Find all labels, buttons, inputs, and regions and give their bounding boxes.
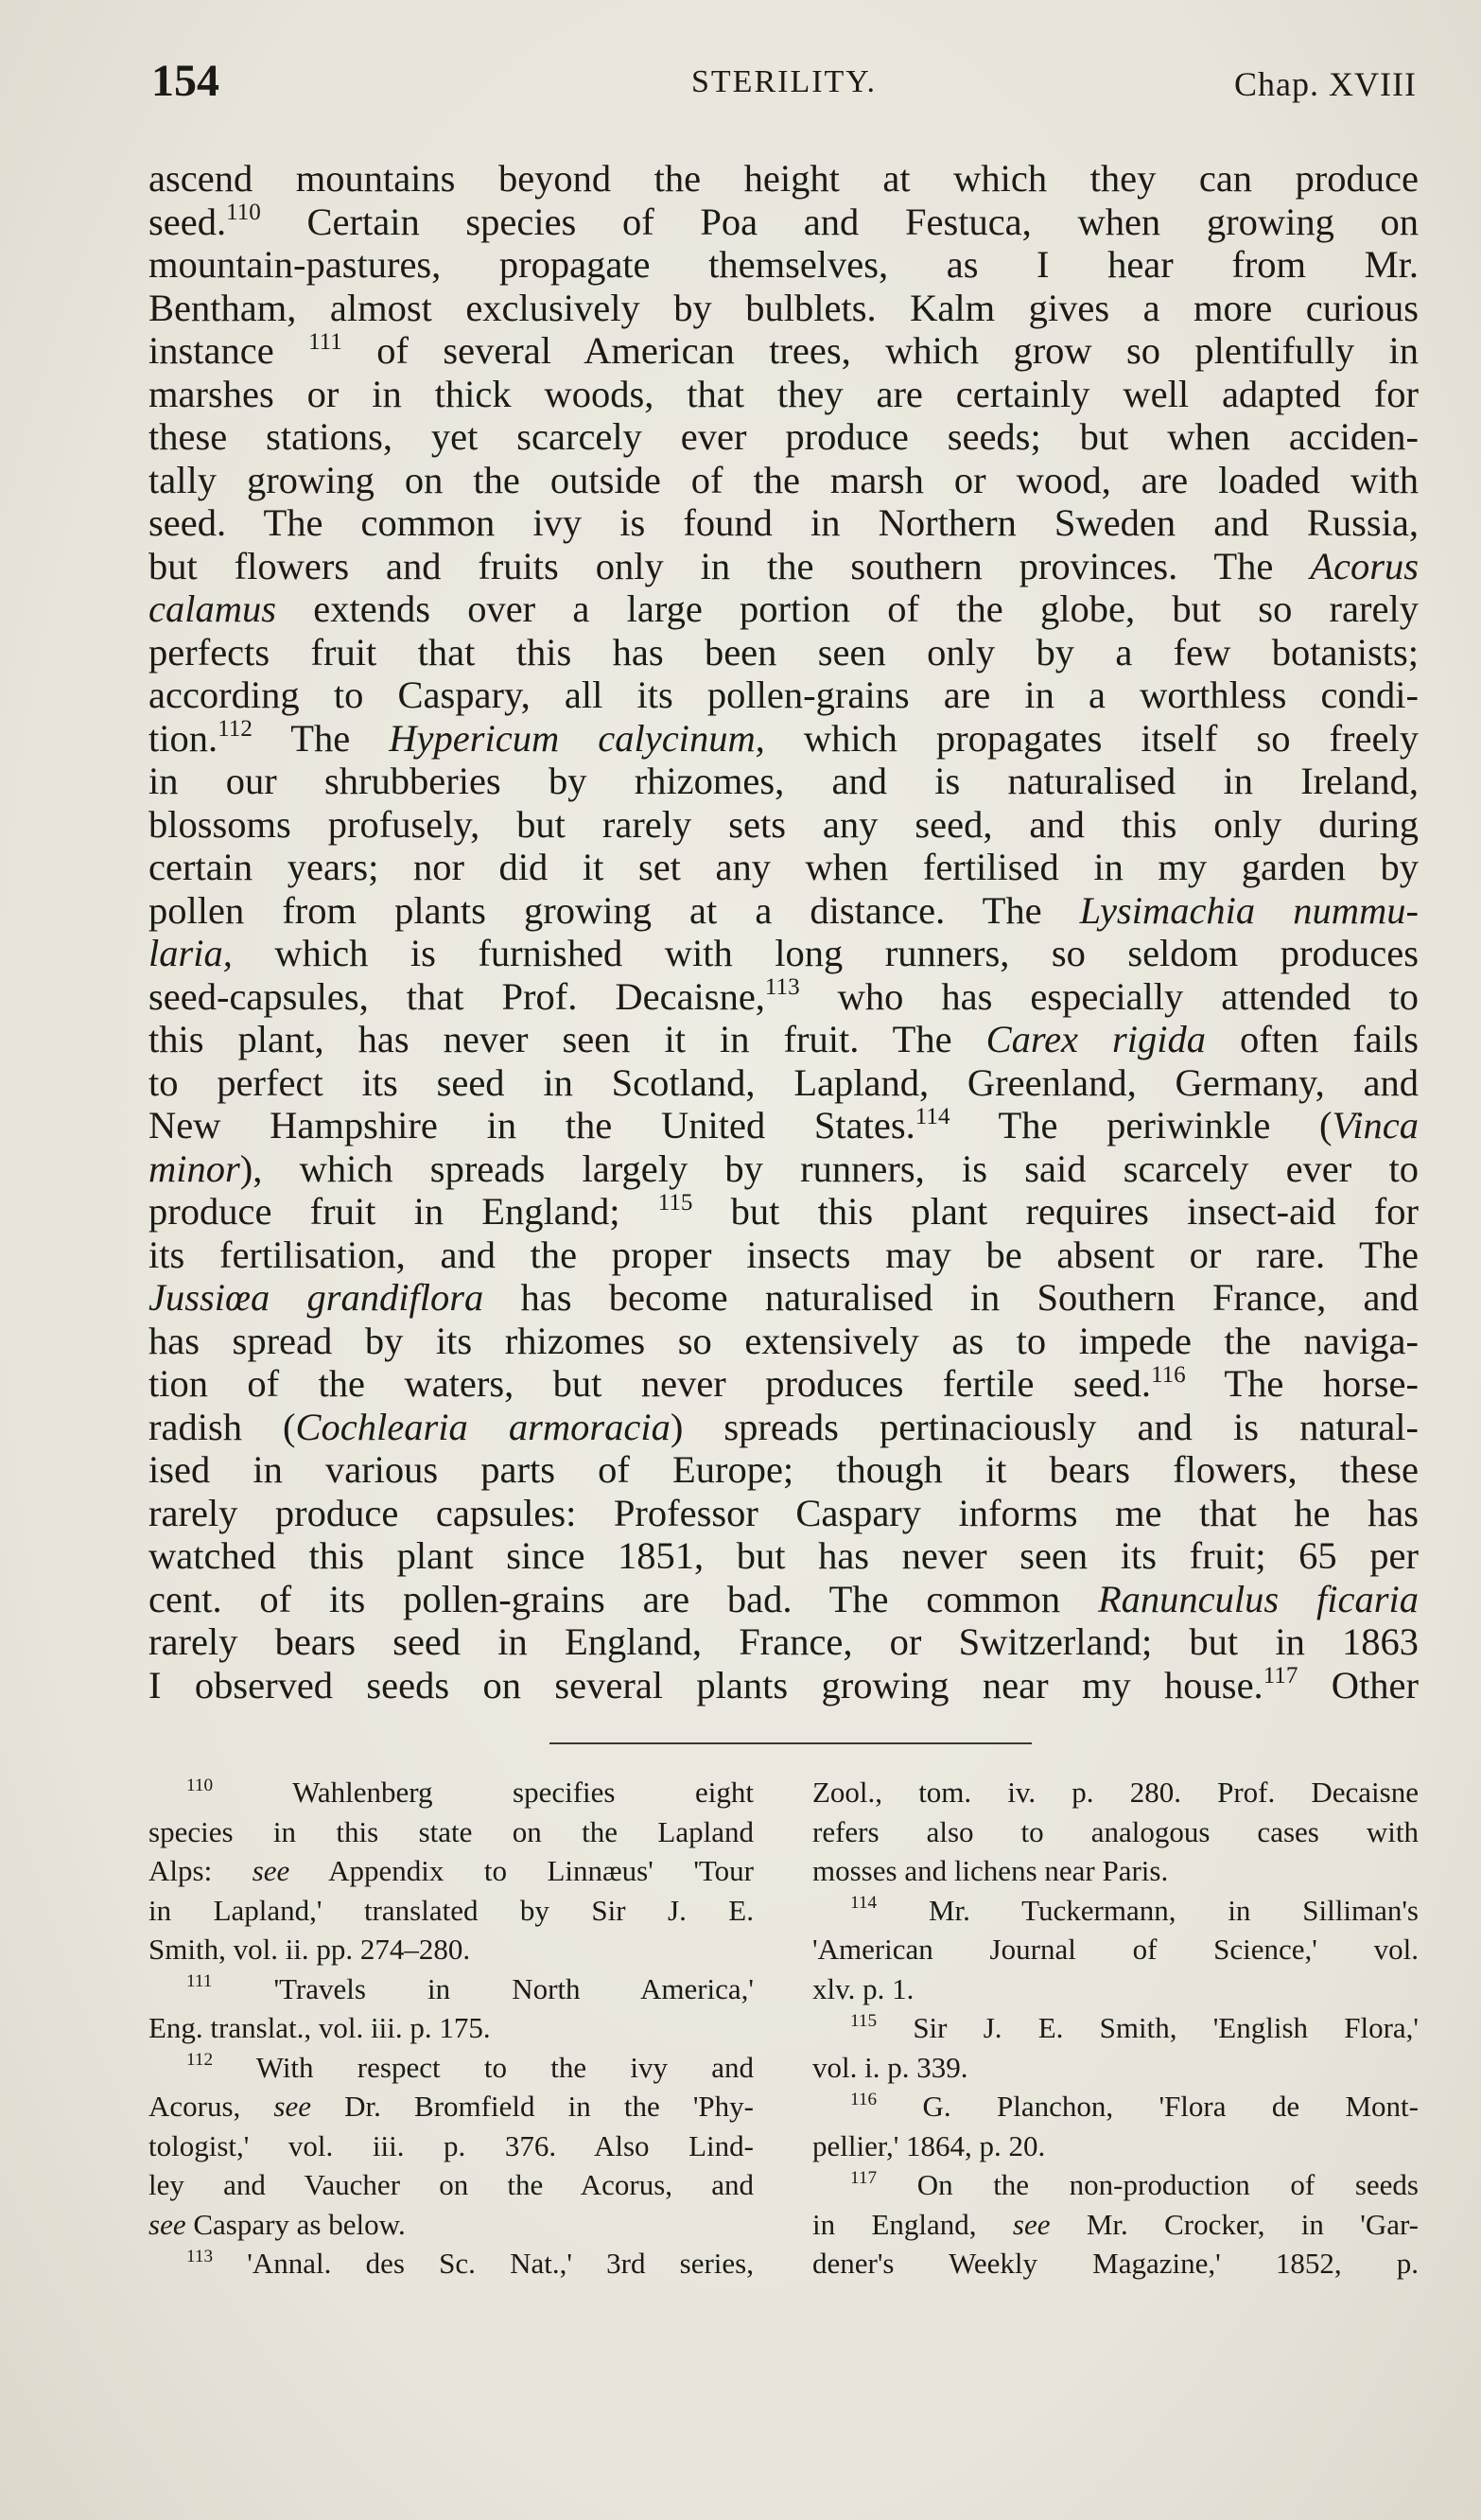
footnotes-right-column <box>812 1773 1419 2284</box>
footnote-ref: 114 <box>915 1103 950 1129</box>
text-line: perfects fruit that this has been seen only by a few botanists; <box>148 630 1419 674</box>
footnote-line: $^{111}$ 'Travels in North America,' <box>186 1971 754 2005</box>
text-line: instance $^{111}$ of several American trees, which grow so plentifully in <box>148 328 1419 372</box>
footnote-line: Smith, vol. ii. pp. 274–280. <box>148 1933 471 1966</box>
footnote-line: tologist,' vol. iii. p. 376. Also Lind- <box>148 2128 754 2162</box>
text-line: radish (Cochlearia armoracia) spreads pertinaciously and is natural- <box>148 1405 1420 1448</box>
text-line: in our shrubberies by rhizomes, and is naturalised in Ireland, <box>148 760 1419 802</box>
footnote-line: in England, see Mr. Crocker, in 'Gar- <box>812 2207 1420 2241</box>
text-line: seed. The common ivy is found in Northern Sweden and Russia, <box>148 501 1419 544</box>
text-line: ised in various parts of Europe; though it bears flowers, these <box>148 1448 1419 1491</box>
text-line: watched this plant since 1851, but has never seen its fruit; 65 per <box>148 1534 1419 1577</box>
running-title: STERILITY. <box>691 64 877 99</box>
text-line: marshes or in thick woods, that they are certainly well adapted for <box>148 372 1419 415</box>
footnote-line: $^{115}$ Sir J. E. Smith, 'English Flora,' <box>850 2010 1419 2044</box>
footnote-ref: 115 <box>657 1189 693 1216</box>
page-number: 154 <box>151 56 219 106</box>
text-line: pollen from plants growing at a distance. The Lysimachia nummu- <box>148 888 1419 932</box>
text-line: laria, which is furnished with long runners, so seldom produces <box>148 932 1419 974</box>
text-line: New Hampshire in the United States.$^{114}$ The periwinkle (Vinca <box>148 1103 1419 1146</box>
footnote-line: 'American Journal of Science,' vol. <box>812 1933 1419 1966</box>
text-line: certain years; nor did it set any when fertilised in my garden by <box>148 846 1419 888</box>
footnote-line: Zool., tom. iv. p. 280. Prof. Decaisne <box>812 1776 1419 1809</box>
text-line: cent. of its pollen-grains are bad. The common Ranunculus ficaria <box>148 1577 1419 1620</box>
footnote-ref: 113 <box>764 974 800 1000</box>
text-line: produce fruit in England; $^{115}$ but this plant requires insect-aid for <box>148 1189 1419 1233</box>
footnote-line: $^{110}$ Wahlenberg specifies eight <box>186 1775 754 1809</box>
footnote-line: mosses and lichens near Paris. <box>812 1854 1169 1887</box>
text-line: Jussiœa grandiflora has become naturalised in Southern France, and <box>148 1276 1419 1319</box>
text-line: mountain-pastures, propagate themselves, as I hear from Mr. <box>148 243 1419 286</box>
text-line: tally growing on the outside of the marsh or wood, are loaded with <box>148 458 1419 501</box>
footnote-line: $^{117}$ On the non-production of seeds <box>850 2167 1419 2201</box>
chapter-label: Chap. XVIII <box>1234 65 1417 103</box>
footnote-divider <box>549 1742 1032 1744</box>
footnote-line: vol. i. p. 339. <box>812 2050 968 2084</box>
footnote-ref: 116 <box>1150 1361 1186 1388</box>
running-header <box>151 55 1417 112</box>
text-line: these stations, yet scarcely ever produce seeds; but when acciden- <box>148 415 1419 458</box>
footnote-line: in Lapland,' translated by Sir J. E. <box>148 1893 754 1927</box>
footnote-line: pellier,' 1864, p. 20. <box>812 2128 1046 2162</box>
text-line: ascend mountains beyond the height at which they can produce <box>148 157 1419 200</box>
footnote-line: refers also to analogous cases with <box>812 1814 1419 1848</box>
footnote-line: see Caspary as below. <box>148 2207 406 2241</box>
text-line: tion.$^{112}$ The Hypericum calycinum, which propagates itself so freely <box>148 716 1419 760</box>
text-line: I observed seeds on several plants growing near my house.$^{117}$ Other <box>148 1663 1420 1706</box>
footnote-ref: 117 <box>1263 1663 1298 1689</box>
text-line: this plant, has never seen it in fruit. The Carex rigida often fails <box>148 1018 1419 1060</box>
text-line: Bentham, almost exclusively by bulblets. Kalm gives a more curious <box>148 286 1419 329</box>
footnote-ref: 110 <box>226 200 261 225</box>
footnote-line: $^{112}$ With respect to the ivy and <box>186 2050 754 2084</box>
body-text <box>148 157 1419 1706</box>
footnote-ref: 112 <box>218 716 253 742</box>
text-line: but flowers and fruits only in the southern provinces. The Acorus <box>148 544 1419 587</box>
text-line: tion of the waters, but never produces fertile seed.$^{116}$ The horse- <box>148 1361 1419 1405</box>
footnote-line: xlv. p. 1. <box>812 1971 915 2005</box>
footnote-line: Alps: see Appendix to Linnæus' 'Tour <box>148 1854 754 1887</box>
text-line: minor), which spreads largely by runners, is said scarcely ever to <box>148 1146 1419 1190</box>
text-line: seed.$^{110}$ Certain species of Poa and Festuca, when growing on <box>148 200 1419 243</box>
footnote-line: ley and Vaucher on the Acorus, and <box>148 2168 754 2201</box>
footnote-line: dener's Weekly Magazine,' 1852, p. <box>812 2247 1419 2280</box>
footnotes <box>148 1773 1419 2378</box>
text-line: according to Caspary, all its pollen-grains are in a worthless condi- <box>148 674 1419 716</box>
text-line: its fertilisation, and the proper insects may be absent or rare. The <box>148 1233 1419 1276</box>
footnote-line: Eng. translat., vol. iii. p. 175. <box>148 2011 491 2044</box>
footnote-line: $^{114}$ Mr. Tuckermann, in Silliman's <box>850 1893 1419 1927</box>
text-line: calamus extends over a large portion of the globe, but so rarely <box>148 587 1419 630</box>
footnote-line: $^{113}$ 'Annal. des Sc. Nat.,' 3rd series, <box>186 2246 754 2280</box>
footnotes-left-column <box>148 1773 754 2284</box>
text-line: to perfect its seed in Scotland, Lapland, Greenland, Germany, and <box>148 1060 1419 1104</box>
text-line: rarely bears seed in England, France, or Switzerland; but in 1863 <box>148 1620 1419 1663</box>
footnote-ref: 111 <box>308 328 342 355</box>
footnote-line: species in this state on the Lapland <box>148 1814 754 1848</box>
text-line: has spread by its rhizomes so extensively as to impede the naviga- <box>148 1319 1419 1362</box>
text-line: rarely produce capsules: Professor Caspary informs me that he has <box>148 1491 1419 1534</box>
footnote-line: Acorus, see Dr. Bromfield in the 'Phy- <box>148 2090 754 2123</box>
text-line: seed-capsules, that Prof. Decaisne,$^{113}$ who has especially attended to <box>148 974 1419 1018</box>
footnote-line: $^{116}$ G. Planchon, 'Flora de Mont- <box>850 2089 1419 2123</box>
text-line: blossoms profusely, but rarely sets any seed, and this only during <box>148 802 1419 846</box>
